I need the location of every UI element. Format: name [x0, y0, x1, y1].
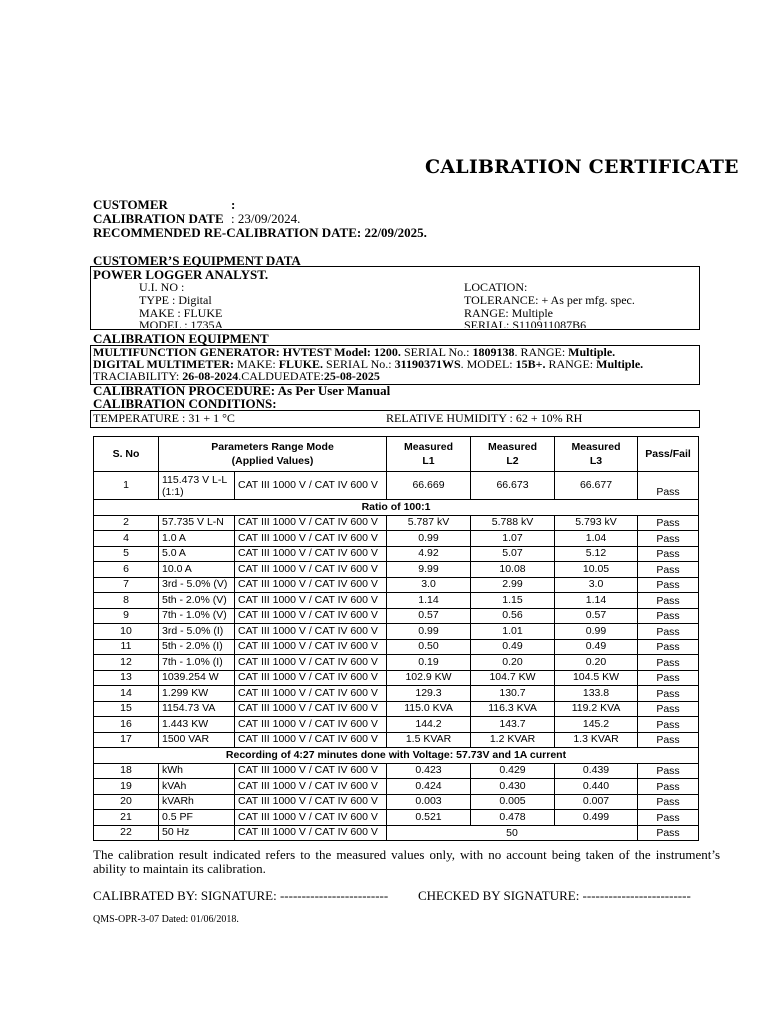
equipment-make: MAKE : FLUKE: [139, 306, 223, 320]
table-row: 1 115.473 V L-L (1:1) CAT III 1000 V / CAT IV 600 V 66.669 66.673 66.677 Pass: [94, 472, 699, 500]
recalibration-date: RECOMMENDED RE-CALIBRATION DATE: 22/09/2025.: [93, 225, 427, 240]
multifunction-generator-line: MULTIFUNCTION GENERATOR: HVTEST Model: 1200. SERIAL No.: 1809138. RANGE: Multiple.: [93, 345, 616, 359]
calibration-date-value: : 23/09/2024.: [231, 211, 301, 226]
footnote: The calibration result indicated refers to the measured values only, with no account being taken of the instrument’s ability to maintain its calibration.: [93, 847, 720, 876]
traceability-line: TRACIABILITY: 26-08-2024.CALDUEDATE:25-08-2025: [93, 369, 380, 383]
table-row: 13 1039.254 W CAT III 1000 V / CAT IV 600 V 102.9 KW 104.7 KW 104.5 KW Pass: [94, 670, 699, 686]
temperature: TEMPERATURE : 31 + 1 °C: [93, 411, 235, 425]
relative-humidity: RELATIVE HUMIDITY : 62 + 10% RH: [386, 411, 583, 425]
equipment-location: LOCATION:: [464, 280, 528, 294]
calibration-procedure: CALIBRATION PROCEDURE: As Per User Manual: [93, 383, 391, 398]
ratio-row: Ratio of 100:1: [94, 500, 699, 516]
equipment-model: MODEL : 1735A: [139, 318, 224, 328]
table-row: 12 7th - 1.0% (I) CAT III 1000 V / CAT IV 600 V 0.19 0.20 0.20 Pass: [94, 655, 699, 671]
equipment-serial: SERIAL: S110911087B6: [464, 318, 587, 328]
table-row: 20 kVARh CAT III 1000 V / CAT IV 600 V 0.003 0.005 0.007 Pass: [94, 794, 699, 810]
table-row: 7 3rd - 5.0% (V) CAT III 1000 V / CAT IV 600 V 3.0 2.99 3.0 Pass: [94, 577, 699, 593]
recording-row: Recording of 4:27 minutes done with Voltage: 57.73V and 1A current: [94, 748, 699, 764]
header-pass-fail: Pass/Fail: [638, 437, 699, 472]
table-row: 17 1500 VAR CAT III 1000 V / CAT IV 600 V 1.5 KVAR 1.2 KVAR 1.3 KVAR Pass: [94, 732, 699, 748]
header-measured-l3: Measured L3: [555, 437, 638, 472]
table-row: 4 1.0 A CAT III 1000 V / CAT IV 600 V 0.99 1.07 1.04 Pass: [94, 531, 699, 547]
header-parameters: Parameters Range Mode (Applied Values): [159, 437, 387, 472]
header-measured-l2: Measured L2: [471, 437, 555, 472]
ui-no: U.I. NO :: [139, 280, 185, 294]
certificate-title: CALIBRATION CERTIFICATE: [425, 156, 739, 178]
table-row: 11 5th - 2.0% (I) CAT III 1000 V / CAT IV 600 V 0.50 0.49 0.49 Pass: [94, 639, 699, 655]
table-row: 6 10.0 A CAT III 1000 V / CAT IV 600 V 9.99 10.08 10.05 Pass: [94, 562, 699, 578]
customer-label: CUSTOMER: [93, 197, 168, 212]
table-row: 15 1154.73 VA CAT III 1000 V / CAT IV 600 V 115.0 KVA 116.3 KVA 119.2 KVA Pass: [94, 701, 699, 717]
table-header-row: [94, 437, 699, 472]
table-row: 5 5.0 A CAT III 1000 V / CAT IV 600 V 4.92 5.07 5.12 Pass: [94, 546, 699, 562]
qms-reference: QMS-OPR-3-07 Dated: 01/06/2018.: [93, 914, 239, 925]
header-measured-l1: Measured L1: [387, 437, 471, 472]
equipment-tolerance: TOLERANCE: + As per mfg. spec.: [464, 293, 635, 307]
table-row: 19 kVAh CAT III 1000 V / CAT IV 600 V 0.424 0.430 0.440 Pass: [94, 779, 699, 795]
equipment-range: RANGE: Multiple: [464, 306, 553, 320]
header-sno: S. No: [94, 437, 159, 472]
results-table: [93, 436, 699, 841]
table-row: 14 1.299 KW CAT III 1000 V / CAT IV 600 V 129.3 130.7 133.8 Pass: [94, 686, 699, 702]
table-row: 8 5th - 2.0% (V) CAT III 1000 V / CAT IV 600 V 1.14 1.15 1.14 Pass: [94, 593, 699, 609]
table-row: 10 3rd - 5.0% (I) CAT III 1000 V / CAT IV 600 V 0.99 1.01 0.99 Pass: [94, 624, 699, 640]
calibrated-by-signature: CALIBRATED BY: SIGNATURE: -------------------------: [93, 888, 389, 903]
table-row: 18 kWh CAT III 1000 V / CAT IV 600 V 0.423 0.429 0.439 Pass: [94, 763, 699, 779]
table-row: 2 57.735 V L-N CAT III 1000 V / CAT IV 600 V 5.787 kV 5.788 kV 5.793 kV Pass: [94, 515, 699, 531]
table-row: 9 7th - 1.0% (V) CAT III 1000 V / CAT IV 600 V 0.57 0.56 0.57 Pass: [94, 608, 699, 624]
customer-colon: :: [231, 197, 236, 212]
table-row: 22 50 Hz CAT III 1000 V / CAT IV 600 V 50 Pass: [94, 825, 699, 841]
equipment-type: TYPE : Digital: [139, 293, 212, 307]
calibration-date-label: CALIBRATION DATE: [93, 211, 224, 226]
checked-by-signature: CHECKED BY SIGNATURE: -------------------------: [418, 888, 691, 903]
calibration-conditions-title: CALIBRATION CONDITIONS:: [93, 396, 277, 411]
table-row: 21 0.5 PF CAT III 1000 V / CAT IV 600 V 0.521 0.478 0.499 Pass: [94, 810, 699, 826]
digital-multimeter-line: DIGITAL MULTIMETER: MAKE: FLUKE. SERIAL No.: 31190371WS. MODEL: 15B+. RANGE: Multiple.: [93, 357, 644, 371]
equipment-section-title: CUSTOMER’S EQUIPMENT DATA: [93, 253, 301, 268]
equipment-name: POWER LOGGER ANALYST.: [93, 267, 269, 282]
calibration-equipment-title: CALIBRATION EQUIPMENT: [93, 331, 269, 346]
table-row: 16 1.443 KW CAT III 1000 V / CAT IV 600 V 144.2 143.7 145.2 Pass: [94, 717, 699, 733]
